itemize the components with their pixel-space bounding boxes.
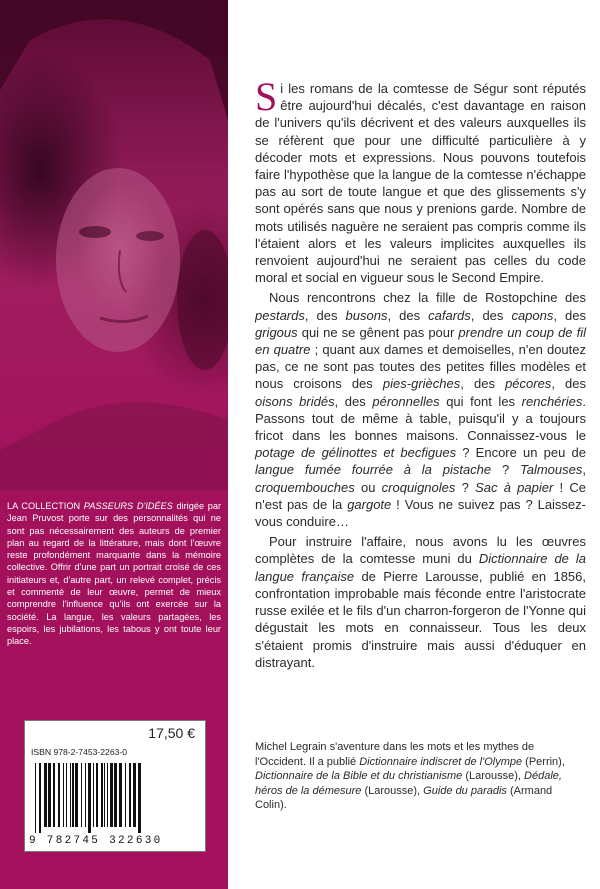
text-run: , des	[460, 376, 506, 392]
italic-run: croquignoles	[381, 479, 456, 495]
isbn: ISBN 978-2-7453-2263-0	[31, 747, 128, 757]
price: 17,50 €	[148, 725, 195, 741]
italic-run: langue fumée fourrée à la pistache	[255, 462, 492, 478]
barcode-bar	[93, 763, 94, 827]
barcode-bar	[96, 763, 98, 827]
text-run: ? Encore un peu de	[456, 445, 586, 461]
italic-run: capons	[511, 307, 554, 323]
barcode-bar	[81, 763, 82, 827]
barcode-bar	[39, 763, 41, 833]
italic-run: Dédale, héros de la démesure	[255, 770, 562, 797]
text-run: de Pierre Larousse, publié en 1856, confrontation improbable mais féconde entre l'aristocrate russe exilée et le fils d'un charron-forgeron de l'Yonne qui dégustait les mots en connaisseur. Tous les deux s'étaient promis d'instruire mais aussi d'éduquer en distrayant.	[255, 568, 586, 670]
collection-series-title: PASSEURS D'IDÉES	[83, 501, 173, 511]
barcode-bar	[85, 763, 86, 827]
collection-label: LA COLLECTION	[7, 501, 81, 511]
barcode-bar	[53, 763, 55, 827]
text-run: . Passons tout de même à table, puisqu'il y a toujours fricot dans les bonnes maisons. Connaissez-vous le	[255, 393, 586, 444]
ean-number: 9 782745 322630	[29, 835, 163, 847]
italic-run: grigous	[255, 324, 298, 340]
portrait-image	[0, 0, 228, 490]
barcode-bar	[75, 763, 78, 827]
collection-description	[7, 500, 221, 648]
barcode-bar	[35, 763, 36, 833]
text-run: qui font les	[439, 393, 522, 409]
blurb-paragraph-1-text: i les romans de la comtesse de Ségur sont réputés être aujourd'hui décalés, c'est davantage en raison de l'univers qu'ils décrivent et des valeurs auxquelles ils se réfèrent que pour une difficulté particulière à y décoder mots et expressions. Nous pouvons toutefois faire l'hypothèse que la langue de la comtesse n'échappe pas au sort de toute langue et que des glissements s'y sont opérés sans que nous y prenions garde. Nombre de mots utilisés naguère ne seraient pas compris comme ils l'étaient alors et les valeurs implicites auxquelles ils renvoient aujourd'hui ne seraient pas celles du code moral et social en vigueur sous le Second Empire.	[255, 81, 586, 286]
italic-run: cafards	[428, 307, 471, 323]
blurb-paragraph-3	[255, 533, 586, 671]
barcode-bar	[72, 763, 74, 827]
text-run: (Armand Colin).	[255, 784, 553, 812]
barcode-bar	[88, 763, 91, 833]
italic-run: Dictionnaire de la langue française	[255, 551, 586, 584]
italic-run: Dictionnaire indiscret de l'Olympe	[359, 755, 523, 768]
drop-cap: S	[255, 74, 278, 119]
barcode-bar	[101, 763, 103, 827]
text-run: (Perrin),	[522, 755, 565, 768]
text-run: (Larousse),	[462, 770, 525, 783]
text-run: ! Ce n'est pas de la	[255, 479, 586, 512]
text-run: , des	[334, 393, 373, 409]
text-run: ?	[491, 462, 520, 478]
barcode-bar	[48, 763, 51, 827]
portrait-illustration	[0, 0, 228, 490]
italic-run: Sac à papier	[475, 479, 554, 495]
text-run: ; quant aux dames et demoiselles, n'en doutez pas, ce ne sont pas toutes des petites filles modèles et nous croisons des	[255, 342, 586, 392]
barcode-bar	[129, 763, 131, 827]
italic-run: pestards	[255, 307, 305, 323]
blurb-paragraph-2	[255, 289, 586, 530]
text-run: , des	[470, 307, 512, 323]
text-run: ! Vous ne suivez pas ? Laissez-vous conduire…	[255, 496, 586, 530]
italic-run: prendre un coup de fil en quatre	[255, 324, 586, 358]
italic-run: Guide du paradis	[423, 784, 507, 797]
text-run: Pour instruire l'affaire, nous avons lu les œuvres complètes de la comtesse muni du	[255, 534, 586, 567]
italic-run: pies-grièches	[382, 376, 461, 392]
italic-run: potage de gélinottes et becfigues	[255, 445, 457, 461]
barcode-bar	[63, 763, 64, 827]
italic-run: croquembouches	[255, 479, 355, 495]
italic-run: busons	[345, 307, 388, 323]
barcode-bar	[70, 763, 71, 827]
text-run: , des	[304, 307, 346, 323]
text-run: ?	[455, 479, 476, 495]
text-run: , des	[387, 307, 429, 323]
text-run: ,	[582, 462, 586, 478]
barcode-bar	[138, 763, 141, 833]
barcode-bar	[107, 763, 108, 827]
italic-run: péronnelles	[372, 393, 440, 409]
italic-run: renchéries	[521, 393, 583, 409]
barcode-icon	[33, 763, 197, 833]
barcode-bar	[66, 763, 67, 827]
collection-text: dirigée par Jean Pruvost porte sur des personnalités qui ne sont pas nécessairement des auteurs de premier plan au regard de la littérature, mais dont l'œuvre reste profondément marquante dans la mémoire collective. Offrir d'une part un portrait croisé de ces initiateurs et, d'autre part, un relevé complet, précis et commenté de leur œuvre, permet de mieux comprendre l'influence qu'ils ont exercée sur la société. La langue, les valeurs partagées, les espoirs, les jubilations, les tabous y ont toute leur place.	[7, 501, 221, 647]
barcode-bar	[44, 763, 47, 827]
barcode-bar	[125, 763, 126, 827]
text-run: , des	[551, 376, 587, 392]
text-run: Michel Legrain s'aventure dans les mots et les mythes de l'Occident. Il a publié	[255, 741, 535, 768]
italic-run: pécores	[505, 376, 552, 392]
barcode-bar	[58, 763, 60, 827]
text-run: ou	[354, 479, 382, 495]
blurb	[255, 74, 587, 674]
blurb-paragraph-1	[255, 74, 586, 286]
text-run: (Larousse),	[361, 784, 424, 797]
italic-run: gargote	[347, 496, 392, 512]
text-run: Nous rencontrons chez la fille de Rostopchine des	[269, 290, 586, 306]
author-bio	[255, 740, 586, 813]
barcode-bar	[110, 763, 113, 827]
italic-run: Dictionnaire de la Bible et du christianisme	[255, 770, 463, 783]
italic-run: Talmouses	[519, 462, 583, 478]
barcode-bar	[104, 763, 105, 827]
text-run: qui ne se gênent pas pour	[297, 324, 459, 340]
left-panel	[0, 0, 228, 889]
text-run: , des	[553, 307, 586, 323]
barcode-bar	[133, 763, 136, 827]
barcode-panel	[24, 720, 206, 852]
barcode-bar	[114, 763, 117, 827]
italic-run: oisons bridés	[255, 393, 335, 409]
barcode-bar	[119, 763, 122, 827]
